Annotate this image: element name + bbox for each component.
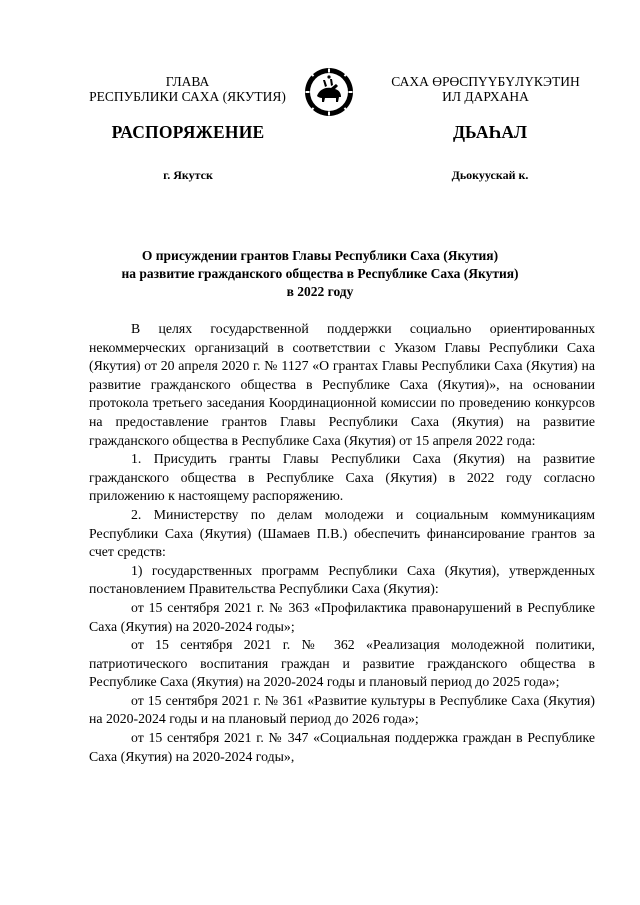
title-line-1: О присуждении грантов Главы Республики Саха (Якутия): [141, 248, 499, 263]
paragraph-program-363: от 15 сентября 2021 г. № 363 «Профилактика правонарушений в Республике Саха (Якутия) на 2020-2024 годы»;: [89, 599, 595, 634]
title-line-2: на развитие гражданского общества в Республике Саха (Якутия): [121, 266, 519, 281]
title-line-3: в 2022 году: [286, 284, 354, 299]
paragraph-subitem-1: 1) государственных программ Республики Саха (Якутия), утвержденных постановлением Правительства Республики Саха (Якутия):: [89, 562, 595, 597]
paragraph-program-347: от 15 сентября 2021 г. № 347 «Социальная поддержка граждан в Республике Саха (Якутия) на 2020-2024 годы»,: [89, 730, 595, 764]
paragraph-program-362: от 15 сентября 2021 г. № 362 «Реализация молодежной политики, патриотического воспитания граждан и развитие гражданского общества в Республике Саха (Якутия) на 2020-2024 годы и плановый период до 2025 года»;: [89, 637, 595, 690]
paragraph-item-1: 1. Присудить гранты Главы Республики Саха (Якутия) на развитие гражданского общества в Республике Саха (Якутия) в 2022 году согласно приложению к настоящему распоряжению.: [89, 451, 595, 504]
header-right-line1: САХА ӨРӨСПҮҮБҮЛҮКЭТИН: [391, 74, 580, 89]
header-left-line1: ГЛАВА: [165, 74, 210, 89]
republic-emblem-icon: [303, 66, 355, 118]
doc-type-left: РАСПОРЯЖЕНИЕ: [111, 122, 265, 142]
city-right: Дьокуускай к.: [451, 168, 529, 182]
header-right: [378, 74, 593, 104]
document-body: [89, 320, 595, 766]
paragraph-program-361: от 15 сентября 2021 г. № 361 «Развитие культуры в Республике Саха (Якутия) на 2020-2024 годы и на плановый период до 2026 года»;: [89, 692, 595, 727]
city-left: г. Якутск: [163, 168, 213, 182]
header-left: [80, 74, 295, 104]
paragraph-item-2: 2. Министерству по делам молодежи и социальным коммуникациям Республики Саха (Якутия) (Шамаев П.В.) обеспечить финансирование грантов за счет средств:: [89, 506, 595, 560]
header-right-line2: ИЛ ДАРХАНА: [442, 89, 529, 104]
paragraph-preamble: В целях государственной поддержки социально ориентированных некоммерческих организаций в соответствии с Указом Главы Республики Саха (Якутия) от 20 апреля 2020 г. № 1127 «О грантах Главы Республики Саха (Якутия) на развитие гражданского общества в Республике Саха (Якутия)», на основании протокола третьего заседания Координационной комиссии по проведению конкурсов на предоставление грантов Главы Республики Саха (Якутия) на развитие гражданского общества в Республике Саха (Якутия) от 15 апреля 2022 года:: [89, 321, 595, 448]
document-title: [60, 247, 580, 301]
doc-type-right: ДЬАҺАЛ: [452, 122, 528, 142]
header-left-line2: РЕСПУБЛИКИ САХА (ЯКУТИЯ): [89, 89, 286, 104]
